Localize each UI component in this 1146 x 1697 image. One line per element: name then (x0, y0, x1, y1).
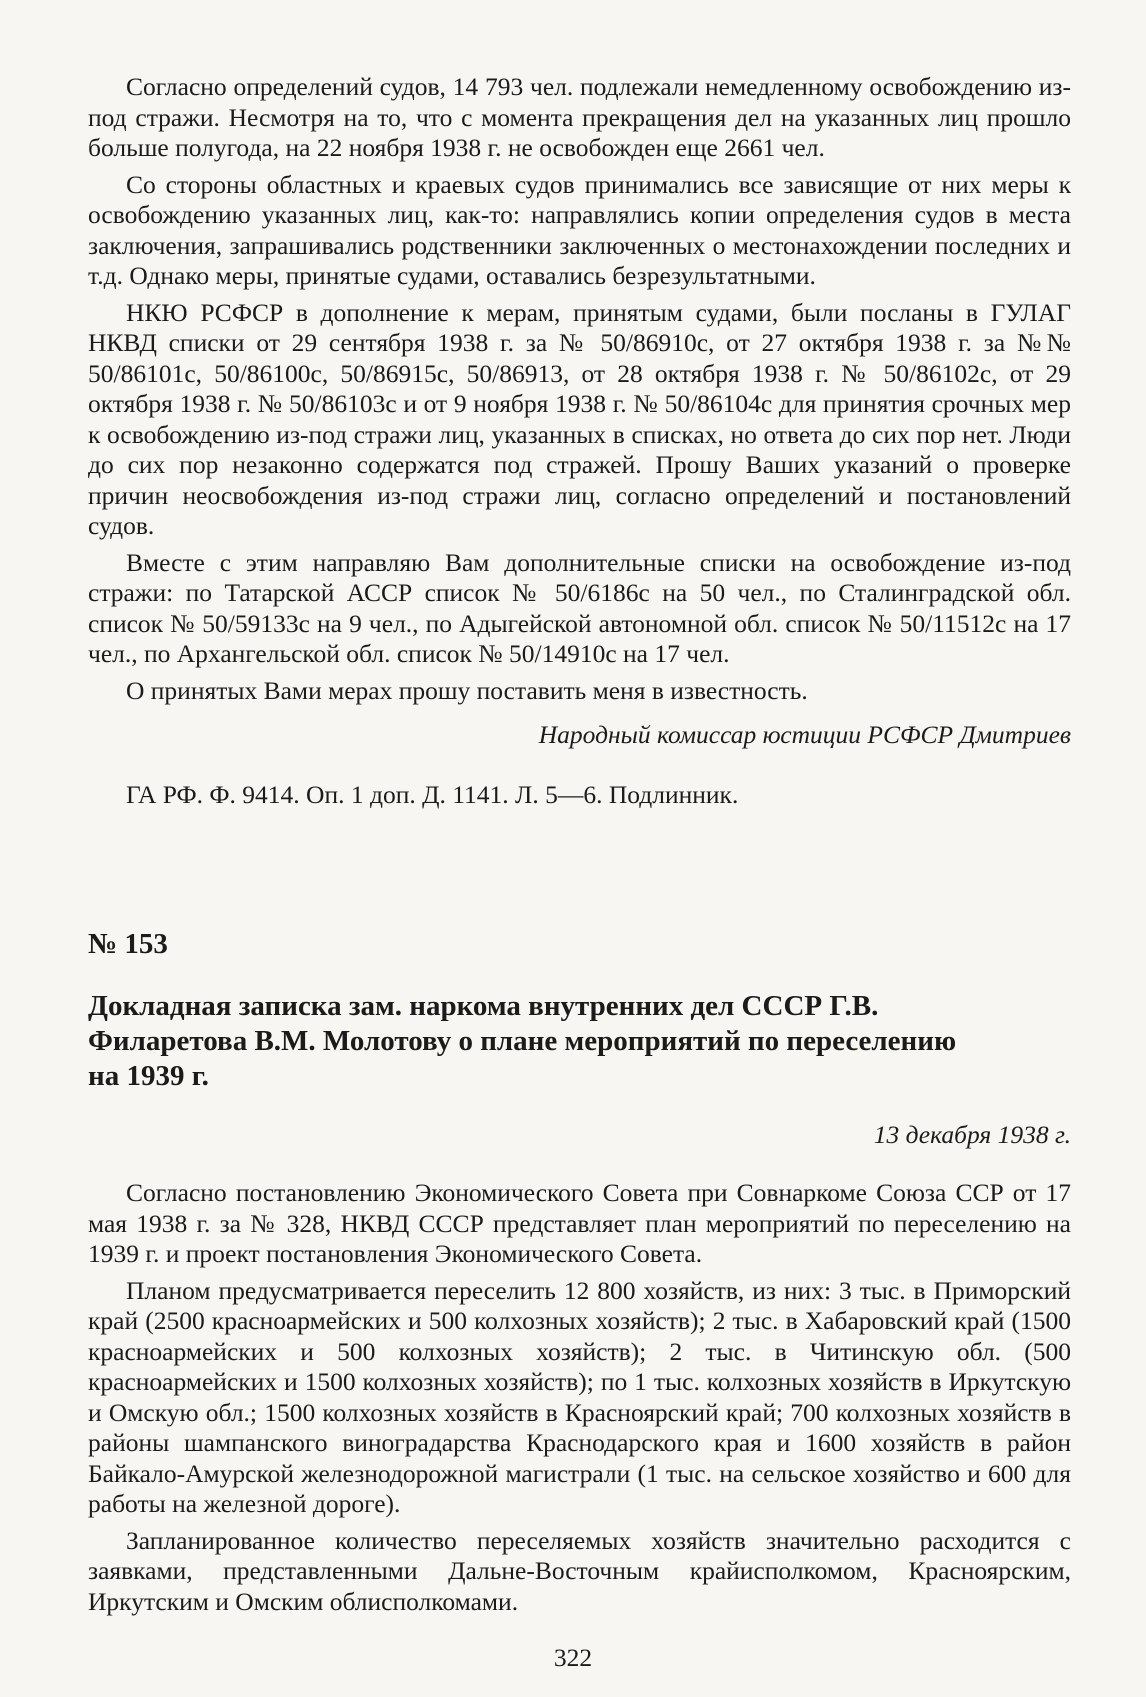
page-number: 322 (553, 1643, 593, 1672)
signature: Народный комиссар юстиции РСФСР Дмитриев (538, 720, 1071, 749)
paragraph: Согласно постановлению Экономического Совета при Совнаркоме Союза ССР от 17 мая 1938 г. за № 328, НКВД СССР представляет план мероприятий по переселению на 1939 г. и проект постановления Экономического Совета. (88, 1178, 1071, 1268)
paragraph: Планом предусматривается переселить 12 800 хозяйств, из них: 3 тыс. в Приморский край (2500 красноармейских и 500 колхозных хозяйств); 2 тыс. в Хабаровский край (1500 красноармейских и 500 колхозных хозяйств); 2 тыс. в Читинскую обл. (500 красноармейских и 1500 колхозных хозяйств); по 1 тыс. колхозных хозяйств в Иркутскую и Омскую обл.; 1500 колхозных хозяйств в Красноярский край; 700 колхозных хозяйств в районы шампанского виноградарства Краснодарского края и 1600 хозяйств в район Байкало-Амурской железнодорожной магистрали (1 тыс. на сельское хозяйство и 600 для работы на железной дороге). (88, 1275, 1071, 1518)
document-date: 13 декабря 1938 г. (873, 1120, 1071, 1149)
archive-source: ГА РФ. Ф. 9414. Оп. 1 доп. Д. 1141. Л. 5—6. Подлинник. (126, 780, 739, 809)
paragraph: Запланированное количество переселяемых хозяйств значительно расходится с заявками, представленными Дальне-Восточным крайисполкомом, Красноярским, Иркутским и Омским облисполкомами. (88, 1525, 1071, 1616)
letter-body (88, 72, 1071, 810)
paragraph: О принятых Вами мерах прошу поставить меня в известность. (126, 675, 808, 705)
document-title: Докладная записка зам. наркома внутренних дел СССР Г.В. Филаретова В.М. Молотову о плане мероприятий по переселению на 1939 г. (88, 990, 957, 1092)
paragraph: НКЮ РСФСР в дополнение к мерам, принятым судами, были посланы в ГУЛАГ НКВД списки от 29 сентября 1938 г. за № 50/86910с, от 27 октября 1938 г. за №№ 50/86101с, 50/86100с, 50/86915с, 50/86913, от 28 октября 1938 г. № 50/86102с, от 29 октября 1938 г. № 50/86103с и от 9 ноября 1938 г. № 50/86104с для принятия срочных мер к освобождению из-под стражи лиц, указанных в списках, но ответа до сих пор нет. Люди до сих пор незаконно содержатся под стражей. Прошу Ваших указаний о проверке причин неосвобождения из-под стражи лиц, согласно определений и постановлений судов. (88, 297, 1071, 540)
paragraph: Со стороны областных и краевых судов принимались все зависящие от них меры к освобождению указанных лиц, как-то: направлялись копии определения судов в места заключения, запрашивались родственники заключенных о местонахождении последних и т.д. Однако меры, принятые судами, оставались безрезультатными. (88, 169, 1071, 290)
paragraph: Согласно определений судов, 14 793 чел. подлежали немедленному освобождению из-под стражи. Несмотря на то, что с момента прекращения дел на указанных лиц прошло больше полугода, на 22 ноября 1938 г. не освобожден еще 2661 чел. (88, 72, 1071, 162)
paragraph: Вместе с этим направляю Вам дополнительные списки на освобождение из-под стражи: по Татарской АССР список № 50/6186с на 50 чел., по Сталинградской обл. список № 50/59133с на 9 чел., по Адыгейской автономной обл. список № 50/11512с на 17 чел., по Архангельской обл. список № 50/14910с на 17 чел. (88, 547, 1071, 668)
report-body (88, 1178, 1071, 1623)
document-number: № 153 (88, 928, 168, 960)
document-header (88, 928, 1071, 1150)
